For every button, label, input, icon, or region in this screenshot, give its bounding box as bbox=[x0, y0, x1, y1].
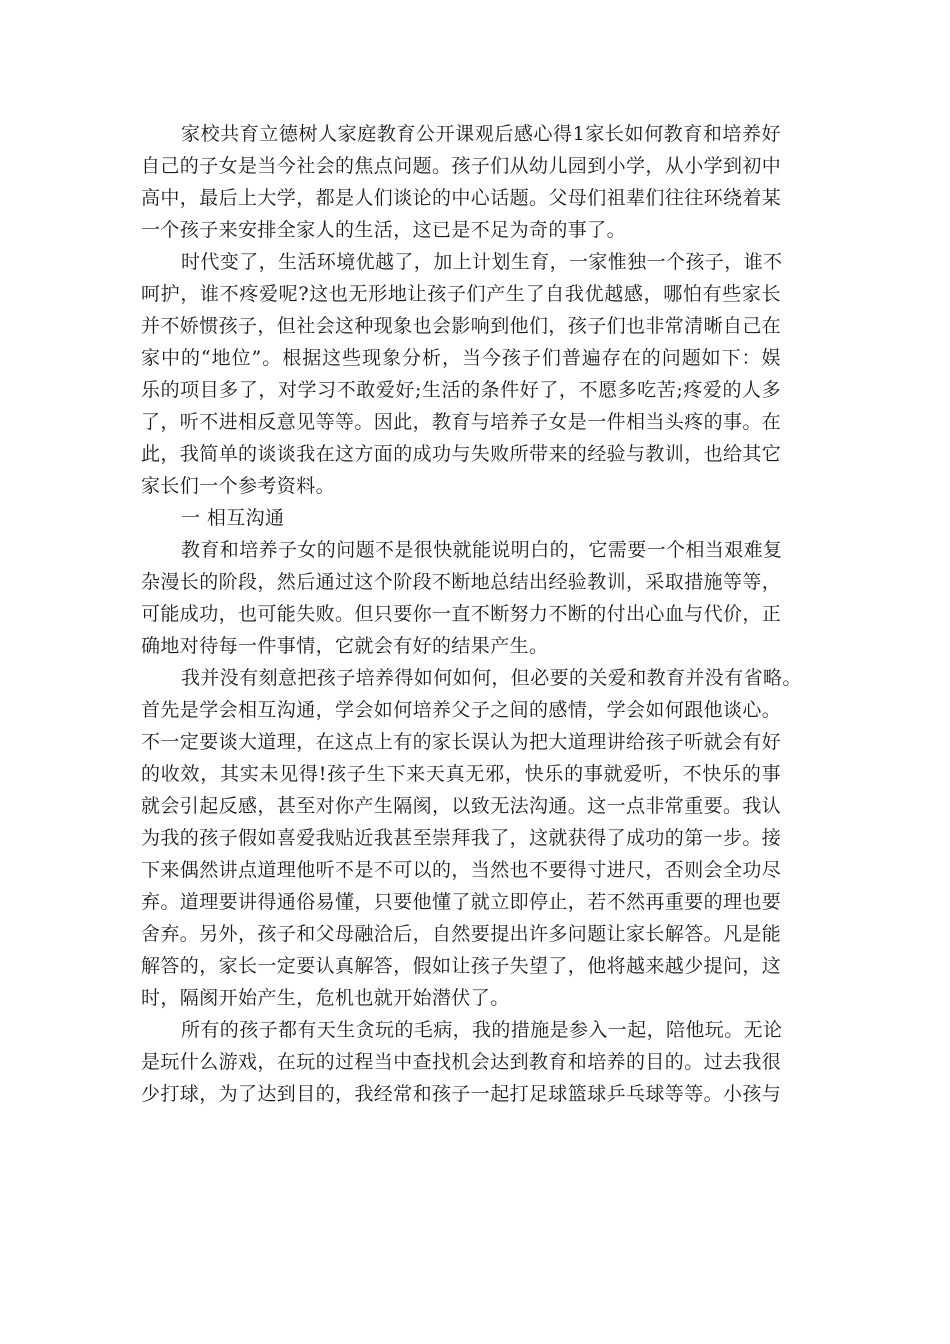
paragraph bbox=[141, 246, 781, 502]
paragraph bbox=[141, 662, 802, 1014]
text-line: 确地对待每一件事情，它就会有好的结果产生。 bbox=[141, 635, 549, 657]
text-line: 下来偶然讲点道理他听不是不可以的，当然也不要得寸进尺，否则会全功尽 bbox=[141, 859, 782, 881]
text-line: 家中的“地位”。根据这些现象分析，当今孩子们普遍存在的问题如下：娱 bbox=[141, 347, 781, 369]
text-line: 弃。道理要讲得通俗易懂，只要他懂了就立即停止，若不然再重要的理也要 bbox=[141, 891, 782, 913]
text-line: 教育和培养子女的问题不是很快就能说明白的，它需要一个相当艰难复 bbox=[181, 539, 783, 561]
text-line: 为我的孩子假如喜爱我贴近我甚至崇拜我了，这就获得了成功的第一步。接 bbox=[141, 827, 782, 849]
text-line: 可能成功，也可能失败。但只要你一直不断努力不断的付出心血与代价，正 bbox=[141, 603, 782, 625]
heading-line: 一 相互沟通 bbox=[181, 507, 285, 529]
text-line: 家校共育立德树人家庭教育公开课观后感心得1家长如何教育和培养好 bbox=[181, 123, 781, 145]
text-line: 乐的项目多了，对学习不敢爱好;生活的条件好了，不愿多吃苦;疼爱的人多 bbox=[141, 379, 781, 401]
text-line: 解答的，家长一定要认真解答，假如让孩子失望了，他将越来越少提问，这 bbox=[141, 955, 782, 977]
text-line: 一个孩子来安排全家人的生活，这已是不足为奇的事了。 bbox=[141, 219, 627, 241]
text-line: 时代变了，生活环境优越了，加上计划生育，一家惟独一个孩子，谁不 bbox=[181, 251, 783, 273]
text-line: 家长们一个参考资料。 bbox=[141, 475, 336, 497]
text-line: 是玩什么游戏，在玩的过程当中查找机会达到教育和培养的目的。过去我很 bbox=[141, 1051, 782, 1073]
text-line: 首先是学会相互沟通，学会如何培养父子之间的感情，学会如何跟他谈心。 bbox=[141, 699, 782, 721]
text-line: 就会引起反感，甚至对你产生隔阂，以致无法沟通。这一点非常重要。我认 bbox=[141, 795, 782, 817]
paragraph bbox=[141, 118, 781, 246]
text-line: 高中，最后上大学，都是人们谈论的中心话题。父母们祖辈们往往环绕着某 bbox=[141, 187, 782, 209]
text-line: 呵护，谁不疼爱呢?这也无形地让孩子们产生了自我优越感，哪怕有些家长 bbox=[141, 283, 781, 305]
paragraph bbox=[141, 1014, 781, 1110]
text-line: 少打球，为了达到目的，我经常和孩子一起打足球篮球乒乓球等等。小孩与 bbox=[141, 1083, 782, 1105]
text-line: 不一定要谈大道理，在这点上有的家长误认为把大道理讲给孩子听就会有好 bbox=[141, 731, 782, 753]
paragraph bbox=[141, 534, 781, 662]
text-line: 的收效，其实未见得!孩子生下来天真无邪，快乐的事就爱听，不快乐的事 bbox=[141, 763, 781, 785]
document-page bbox=[141, 118, 802, 1110]
text-line: 自己的子女是当今社会的焦点问题。孩子们从幼儿园到小学，从小学到初中 bbox=[141, 155, 782, 177]
text-line: 杂漫长的阶段，然后通过这个阶段不断地总结出经验教训，采取措施等等， bbox=[141, 571, 782, 593]
text-line: 所有的孩子都有天生贪玩的毛病，我的措施是参入一起，陪他玩。无论 bbox=[181, 1019, 783, 1041]
text-line: 时，隔阂开始产生，危机也就开始潜伏了。 bbox=[141, 987, 510, 1009]
text-line: 我并没有刻意把孩子培养得如何如何，但必要的关爱和教育并没有省略。 bbox=[181, 667, 802, 689]
text-line: 此，我简单的谈谈我在这方面的成功与失败所带来的经验与教训，也给其它 bbox=[141, 443, 782, 465]
text-line: 舍弃。另外，孩子和父母融洽后，自然要提出许多问题让家长解答。凡是能 bbox=[141, 923, 782, 945]
text-line: 了，听不进相反意见等等。因此，教育与培养子女是一件相当头疼的事。在 bbox=[141, 411, 782, 433]
text-line: 并不娇惯孩子，但社会这种现象也会影响到他们，孩子们也非常清晰自己在 bbox=[141, 315, 782, 337]
section-heading bbox=[141, 502, 781, 534]
